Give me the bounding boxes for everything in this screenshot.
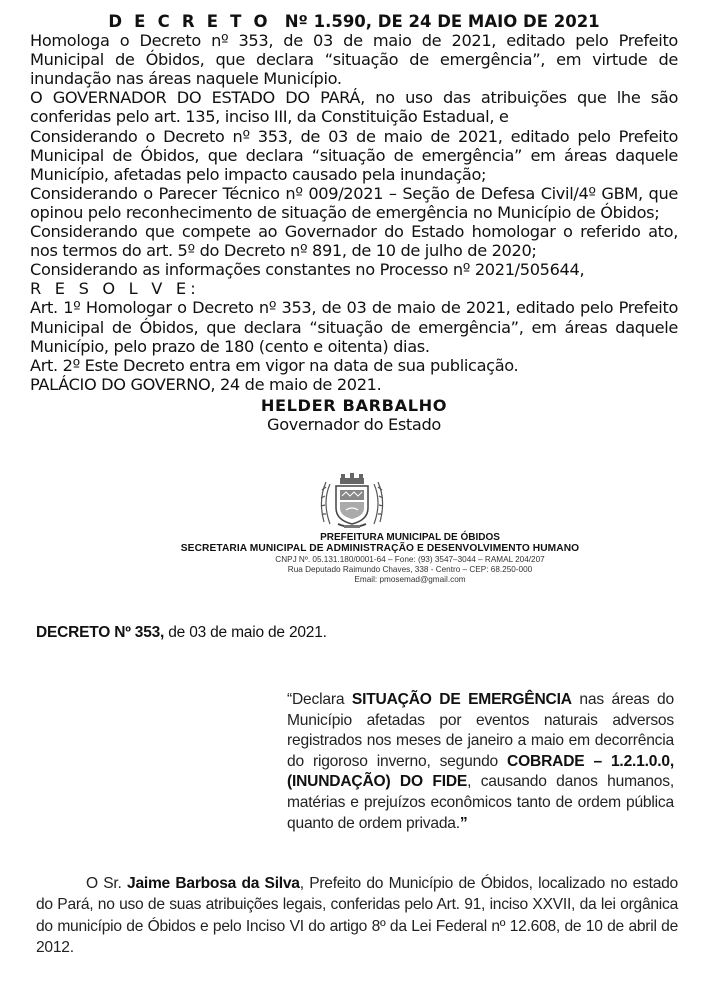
state-decree	[30, 12, 678, 434]
decree-title-prefix: D E C R E T O	[108, 12, 271, 31]
letterhead-prefeitura: PREFEITURA MUNICIPAL DE ÓBIDOS	[320, 532, 500, 543]
signer-title: Governador do Estado	[267, 414, 441, 434]
ementa-cobrade: COBRADE – 1.2.1.0.0, (INUNDAÇÃO) DO FIDE	[287, 752, 674, 791]
letterhead-cnpj: CNPJ Nº. 05.131.180/0001-64 – Fone: (93) 3547–3044 – RAMAL 204/207	[275, 555, 545, 564]
decree-title	[30, 12, 678, 31]
municipal-letterhead	[100, 532, 660, 585]
ementa-close-quote: ”	[459, 814, 468, 832]
considerando-1: Considerando o Decreto nº 353, de 03 de maio de 2021, editado pelo Prefeito Municipal de Óbidos, que declara “situação de emergência” em áreas daquele Município, afetadas pelo impacto causado pela inundação;	[30, 126, 678, 184]
municipal-coat-of-arms-icon	[316, 470, 388, 530]
ementa-emergency: SITUAÇÃO DE EMERGÊNCIA	[351, 691, 572, 708]
considerando-3: Considerando que compete ao Governador do Estado homologar o referido ato, nos termos do art. 5º do Decreto nº 891, de 10 de julho de 2020;	[30, 222, 678, 261]
decree-summary: Homologa o Decreto nº 353, de 03 de maio de 2021, editado pelo Prefeito Municipal de Óbidos, que declara “situação de emergência”, em virtude de inundação nas áreas naquele Município.	[30, 31, 678, 89]
letterhead-address: Rua Deputado Raimundo Chaves, 338 - Centro – CEP: 68.250-000	[287, 565, 533, 574]
considerando-4: Considerando as informações constantes no Processo nº 2021/505644,	[30, 260, 585, 280]
municipal-decree-body	[36, 873, 678, 959]
resolve-heading: R E S O L V E:	[30, 279, 200, 299]
municipal-decree-ementa	[287, 690, 674, 834]
body-part-2: , Prefeito do Município de Óbidos, localizado no estado do Pará, no uso de suas atribuições legais, conferidas pelo Art. 91, inciso XXVII, da lei orgânica do município de Óbidos e pelo Inciso VI do artigo 8º da Lei Federal nº 12.608, de 10 de abril de 2012.	[36, 875, 678, 957]
letterhead-email: Email: pmosemad@gmail.com	[354, 575, 466, 584]
ementa-part-1: “Declara	[287, 691, 352, 708]
signer-name: HELDER BARBALHO	[260, 395, 448, 415]
decree-title-number: Nº 1.590, DE 24 DE MAIO DE 2021	[284, 12, 600, 31]
municipal-decree-title	[36, 624, 327, 642]
mayor-name: Jaime Barbosa da Silva	[127, 875, 300, 892]
article-1: Art. 1º Homologar o Decreto nº 353, de 03 de maio de 2021, editado pelo Prefeito Municipal de Óbidos, que declara “situação de emergência”, em áreas daquele Município, pelo prazo de 180 (cento e oitenta) dias.	[30, 298, 678, 356]
body-part-1: O Sr.	[86, 875, 128, 892]
municipal-decree-number: DECRETO Nº 353,	[36, 624, 165, 641]
article-2: Art. 2º Este Decreto entra em vigor na data de sua publicação.	[30, 355, 519, 375]
letterhead-secretaria: SECRETARIA MUNICIPAL DE ADMINISTRAÇÃO E DESENVOLVIMENTO HUMANO	[180, 543, 580, 554]
ementa-part-2: nas áreas do Município afetadas por eventos naturais adversos registrados nos meses de janeiro a maio em decorrência do rigoroso inverno, segundo	[287, 691, 674, 770]
considerando-2: Considerando o Parecer Técnico nº 009/2021 – Seção de Defesa Civil/4º GBM, que opinou pelo reconhecimento de situação de emergência no Município de Óbidos;	[30, 183, 678, 222]
decree-preamble: O GOVERNADOR DO ESTADO DO PARÁ, no uso das atribuições que lhe são conferidas pelo art. 135, inciso III, da Constituição Estadual, e	[30, 88, 678, 127]
place-date: PALÁCIO DO GOVERNO, 24 de maio de 2021.	[30, 374, 382, 394]
municipal-decree-date: de 03 de maio de 2021.	[164, 624, 327, 641]
ementa-part-3: , causando danos humanos, matérias e prejuízos econômicos tanto de ordem pública quanto de ordem privada.	[287, 773, 675, 832]
